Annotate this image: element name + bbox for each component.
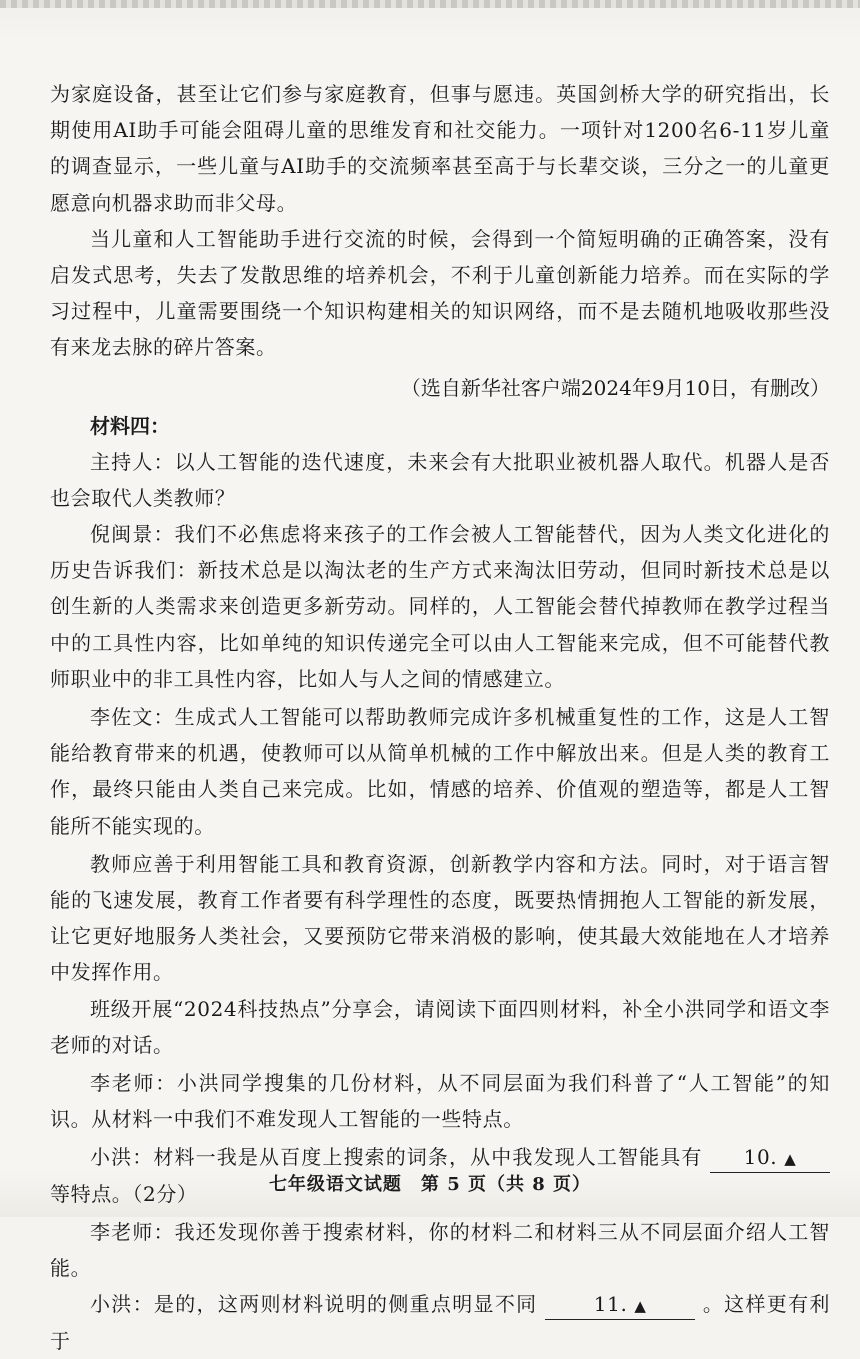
paragraph-host: 主持人：以人工智能的迭代速度，未来会有大批职业被机器人取代。机器人是否也会取代人类教师？ xyxy=(50,449,830,510)
question-10-lead: 小洪：材料一我是从百度上搜索的词条，从中我发现人工智能具有 xyxy=(90,1145,703,1170)
paragraph-teacher-li-2: 李老师：我还发现你善于搜索材料，你的材料二和材料三从不同层面介绍人工智能。 xyxy=(50,1219,830,1281)
scan-edge xyxy=(0,0,860,8)
question-10-number: 10. xyxy=(743,1145,778,1170)
question-11-tail: 。这样更有利于 xyxy=(50,1292,830,1353)
page-footer: 七年级语文试题 第 5 页（共 8 页） xyxy=(268,1174,592,1195)
paragraph-material3-end: 为家庭设备，甚至让它们参与家庭教育，但事与愿违。英国剑桥大学的研究指出，长期使用AI助手可能会阻碍儿童的思维发育和社交能力。一项针对1200名6-11岁儿童的调查显示，一些儿童与AI助手的交流频率甚至高于与长辈交谈，三分之一的儿童更愿意向机器求助而非父母。 xyxy=(50,82,830,215)
paragraph-teacher-advice: 教师应善于利用智能工具和教育资源，创新教学内容和方法。同时，对于语言智能的飞速发展，教育工作者要有科学理性的态度，既要热情拥抱人工智能的新发展，让它更好地服务人类社会，又要预防它带来消极的影响，使其最大效能地在人才培养中发挥作用。 xyxy=(50,851,830,985)
triangle-marker-icon: ▲ xyxy=(784,1150,797,1169)
question-11-lead: 小洪：是的，这两则材料说明的侧重点明显不同 xyxy=(90,1292,538,1317)
paragraph-question-11 xyxy=(50,1286,830,1358)
paragraph-material3-conclusion: 当儿童和人工智能助手进行交流的时候，会得到一个简短明确的正确答案，没有启发式思考，失去了发散思维的培养机会，不利于儿童创新能力培养。而在实际的学习过程中，儿童需要围绕一个知识构建相关的知识网络，而不是去随机地吸收那些没有来龙去脉的碎片答案。 xyxy=(50,226,830,360)
paragraph-li-zuowen: 李佐文：生成式人工智能可以帮助教师完成许多机械重复性的工作，这是人工智能给教育带来的机遇，使教师可以从简单机械的工作中解放出来。但是人类的教育工作，最终只能由人类自己来完成。比如，情感的培养、价值观的塑造等，都是人工智能所不能实现的。 xyxy=(50,705,830,838)
source-citation: （选自新华社客户端2024年9月10日，有删改） xyxy=(400,375,830,400)
triangle-marker-icon: ▲ xyxy=(634,1297,647,1316)
answer-blank-11[interactable] xyxy=(545,1291,695,1320)
paragraph-ni-minjing: 倪闽景：我们不必焦虑将来孩子的工作会被人工智能替代，因为人类文化进化的历史告诉我们：新技术总是以淘汰老的生产方式来淘汰旧劳动，但同时新技术总是以创生新的人类需求来创造更多新劳动。同样的，人工智能会替代掉教师在教学过程当中的工具性内容，比如单纯的知识传递完全可以由人工智能来完成，但不可能替代教师职业中的非工具性内容，比如人与人之间的情感建立。 xyxy=(50,522,830,691)
material4-heading: 材料四： xyxy=(90,413,170,438)
paragraph-teacher-li-1: 李老师：小洪同学搜集的几份材料，从不同层面为我们科普了“人工智能”的知识。从材料一中我们不难发现人工智能的一些特点。 xyxy=(50,1071,830,1132)
question-11-number: 11. xyxy=(593,1292,628,1317)
paragraph-task-intro: 班级开展“2024科技热点”分享会，请阅读下面四则材料，补全小洪同学和语文李老师的对话。 xyxy=(50,996,830,1057)
question-10-tail: 等特点。（2分） xyxy=(50,1181,198,1206)
page-content xyxy=(50,76,830,1359)
